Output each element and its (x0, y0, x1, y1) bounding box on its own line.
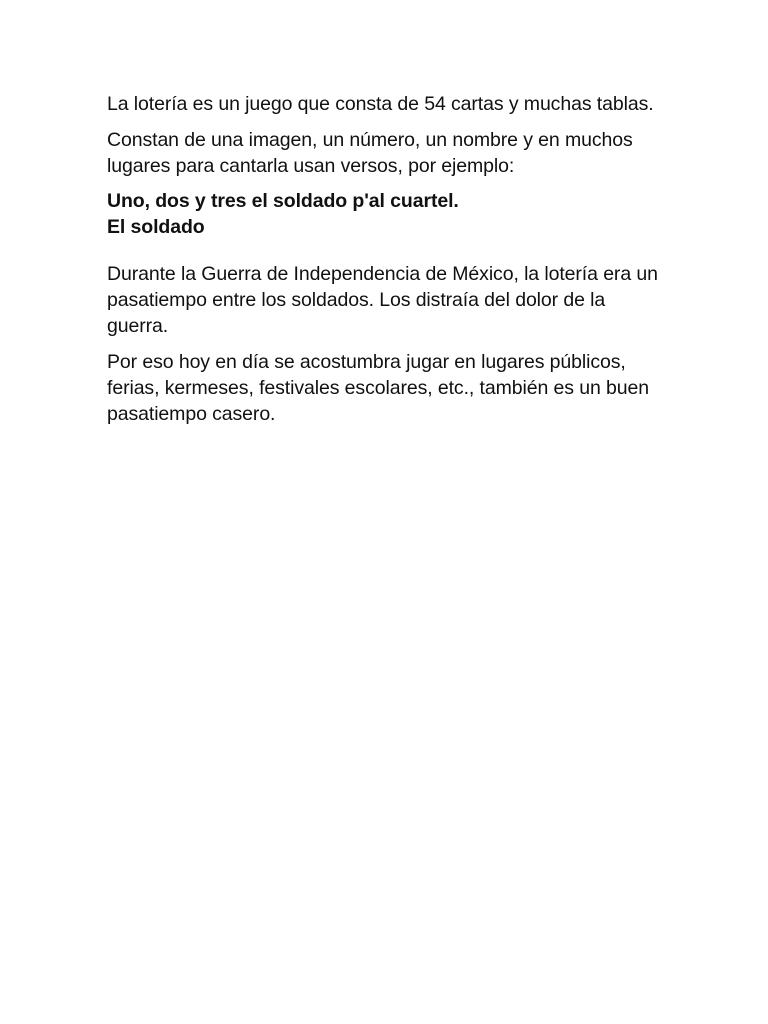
paragraph-intro: La lotería es un juego que consta de 54 cartas y muchas tablas. (107, 93, 654, 115)
document-body (107, 91, 667, 427)
verse-line-1: Uno, dos y tres el soldado p'al cuartel. (107, 190, 459, 212)
paragraph-history: Durante la Guerra de Independencia de México, la lotería era un pasatiempo entre los soldados. Los distraía del dolor de la guerra. (107, 263, 658, 337)
verse-line-2: El soldado (107, 216, 205, 238)
paragraph-description: Constan de una imagen, un número, un nombre y en muchos lugares para cantarla usan versos, por ejemplo: (107, 129, 633, 177)
verse-example (107, 188, 667, 240)
paragraph-today: Por eso hoy en día se acostumbra jugar en lugares públicos, ferias, kermeses, festivales escolares, etc., también es un buen pasatiempo casero. (107, 351, 650, 425)
